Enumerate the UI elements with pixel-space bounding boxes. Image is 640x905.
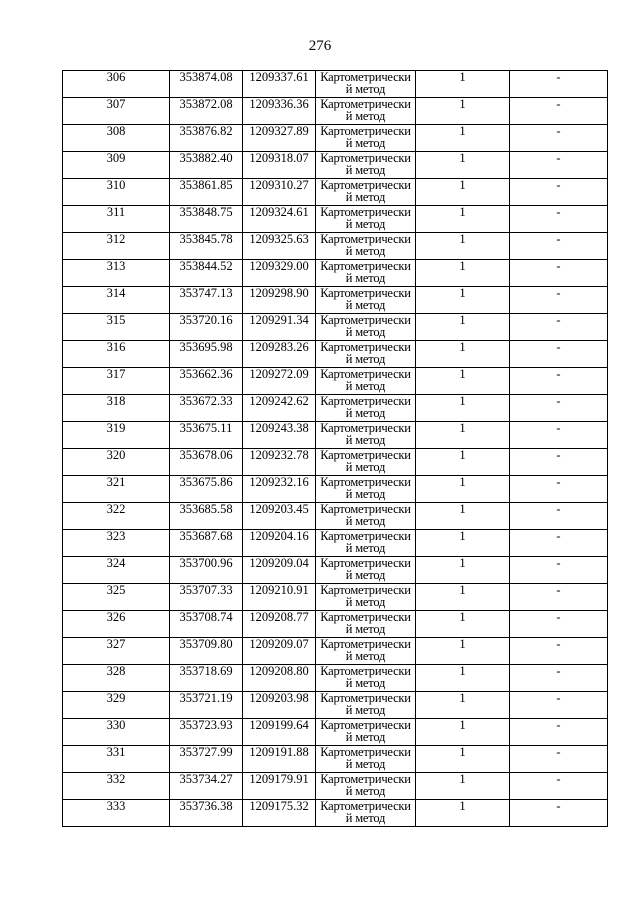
y-coordinate-cell: 1209203.98 [243, 692, 316, 719]
method-cell [316, 557, 416, 584]
method-text-line1: Картометрически [320, 70, 411, 84]
y-coordinate-cell: 1209324.61 [243, 206, 316, 233]
method-cell [316, 638, 416, 665]
table-row [63, 179, 608, 206]
x-coordinate-cell: 353727.99 [170, 746, 243, 773]
table-row [63, 368, 608, 395]
point-number-cell: 321 [63, 476, 170, 503]
note-cell: - [510, 449, 608, 476]
method-cell [316, 503, 416, 530]
note-cell: - [510, 584, 608, 611]
y-coordinate-cell: 1209337.61 [243, 71, 316, 98]
table-row [63, 98, 608, 125]
precision-cell: 1 [416, 152, 510, 179]
method-text-line2: й метод [345, 163, 386, 177]
precision-cell: 1 [416, 260, 510, 287]
table-row [63, 530, 608, 557]
method-cell [316, 476, 416, 503]
method-cell [316, 449, 416, 476]
table-row [63, 773, 608, 800]
y-coordinate-cell: 1209272.09 [243, 368, 316, 395]
method-text-line2: й метод [345, 244, 386, 258]
method-text-line2: й метод [345, 406, 386, 420]
method-cell [316, 287, 416, 314]
precision-cell: 1 [416, 368, 510, 395]
y-coordinate-cell: 1209232.16 [243, 476, 316, 503]
y-coordinate-cell: 1209243.38 [243, 422, 316, 449]
method-text-line2: й метод [345, 622, 386, 636]
y-coordinate-cell: 1209209.07 [243, 638, 316, 665]
method-text-line2: й метод [345, 325, 386, 339]
method-text-line2: й метод [345, 460, 386, 474]
precision-cell: 1 [416, 98, 510, 125]
precision-cell: 1 [416, 773, 510, 800]
y-coordinate-cell: 1209298.90 [243, 287, 316, 314]
point-number-cell: 329 [63, 692, 170, 719]
y-coordinate-cell: 1209210.91 [243, 584, 316, 611]
method-text-line2: й метод [345, 190, 386, 204]
x-coordinate-cell: 353874.08 [170, 71, 243, 98]
note-cell: - [510, 287, 608, 314]
x-coordinate-cell: 353876.82 [170, 125, 243, 152]
y-coordinate-cell: 1209208.77 [243, 611, 316, 638]
method-cell [316, 179, 416, 206]
point-number-cell: 324 [63, 557, 170, 584]
method-text-line1: Картометрически [320, 340, 411, 354]
method-text-line2: й метод [345, 136, 386, 150]
method-text-line2: й метод [345, 541, 386, 555]
method-text-line1: Картометрически [320, 718, 411, 732]
method-cell [316, 692, 416, 719]
y-coordinate-cell: 1209191.88 [243, 746, 316, 773]
method-text-line1: Картометрически [320, 97, 411, 111]
x-coordinate-cell: 353672.33 [170, 395, 243, 422]
method-text-line1: Картометрически [320, 610, 411, 624]
method-text-line1: Картометрически [320, 475, 411, 489]
table-row [63, 476, 608, 503]
note-cell: - [510, 152, 608, 179]
x-coordinate-cell: 353685.58 [170, 503, 243, 530]
table-row [63, 233, 608, 260]
precision-cell: 1 [416, 206, 510, 233]
y-coordinate-cell: 1209179.91 [243, 773, 316, 800]
method-text-line1: Картометрически [320, 259, 411, 273]
method-cell [316, 233, 416, 260]
precision-cell: 1 [416, 800, 510, 827]
method-text-line1: Картометрически [320, 124, 411, 138]
method-text-line2: й метод [345, 379, 386, 393]
precision-cell: 1 [416, 611, 510, 638]
method-text-line1: Картометрически [320, 637, 411, 651]
method-text-line2: й метод [345, 595, 386, 609]
precision-cell: 1 [416, 503, 510, 530]
table-row [63, 152, 608, 179]
y-coordinate-cell: 1209329.00 [243, 260, 316, 287]
precision-cell: 1 [416, 530, 510, 557]
method-cell [316, 530, 416, 557]
precision-cell: 1 [416, 395, 510, 422]
x-coordinate-cell: 353675.11 [170, 422, 243, 449]
point-number-cell: 319 [63, 422, 170, 449]
y-coordinate-cell: 1209203.45 [243, 503, 316, 530]
table-row [63, 260, 608, 287]
note-cell: - [510, 341, 608, 368]
x-coordinate-cell: 353861.85 [170, 179, 243, 206]
point-number-cell: 330 [63, 719, 170, 746]
note-cell: - [510, 746, 608, 773]
table-row [63, 449, 608, 476]
note-cell: - [510, 395, 608, 422]
note-cell: - [510, 125, 608, 152]
method-cell [316, 314, 416, 341]
method-text-line1: Картометрически [320, 556, 411, 570]
point-number-cell: 333 [63, 800, 170, 827]
method-cell [316, 368, 416, 395]
x-coordinate-cell: 353709.80 [170, 638, 243, 665]
note-cell: - [510, 530, 608, 557]
note-cell: - [510, 638, 608, 665]
method-cell [316, 611, 416, 638]
point-number-cell: 307 [63, 98, 170, 125]
point-number-cell: 315 [63, 314, 170, 341]
table-row [63, 584, 608, 611]
method-cell [316, 125, 416, 152]
method-text-line2: й метод [345, 352, 386, 366]
x-coordinate-cell: 353718.69 [170, 665, 243, 692]
precision-cell: 1 [416, 287, 510, 314]
note-cell: - [510, 503, 608, 530]
method-text-line2: й метод [345, 676, 386, 690]
x-coordinate-cell: 353675.86 [170, 476, 243, 503]
method-text-line1: Картометрически [320, 745, 411, 759]
precision-cell: 1 [416, 179, 510, 206]
y-coordinate-cell: 1209283.26 [243, 341, 316, 368]
note-cell: - [510, 665, 608, 692]
point-number-cell: 328 [63, 665, 170, 692]
method-text-line2: й метод [345, 82, 386, 96]
x-coordinate-cell: 353848.75 [170, 206, 243, 233]
method-text-line2: й метод [345, 784, 386, 798]
method-text-line2: й метод [345, 514, 386, 528]
point-number-cell: 306 [63, 71, 170, 98]
precision-cell: 1 [416, 692, 510, 719]
x-coordinate-cell: 353736.38 [170, 800, 243, 827]
point-number-cell: 314 [63, 287, 170, 314]
point-number-cell: 331 [63, 746, 170, 773]
note-cell: - [510, 773, 608, 800]
method-text-line2: й метод [345, 271, 386, 285]
point-number-cell: 327 [63, 638, 170, 665]
method-text-line1: Картометрически [320, 772, 411, 786]
method-text-line1: Картометрически [320, 664, 411, 678]
y-coordinate-cell: 1209327.89 [243, 125, 316, 152]
table-row [63, 395, 608, 422]
y-coordinate-cell: 1209325.63 [243, 233, 316, 260]
method-text-line1: Картометрически [320, 151, 411, 165]
table-row [63, 503, 608, 530]
method-text-line2: й метод [345, 568, 386, 582]
x-coordinate-cell: 353747.13 [170, 287, 243, 314]
table-row [63, 638, 608, 665]
method-text-line1: Картометрически [320, 691, 411, 705]
note-cell: - [510, 611, 608, 638]
precision-cell: 1 [416, 314, 510, 341]
note-cell: - [510, 800, 608, 827]
y-coordinate-cell: 1209242.62 [243, 395, 316, 422]
method-text-line2: й метод [345, 109, 386, 123]
method-text-line2: й метод [345, 487, 386, 501]
point-number-cell: 332 [63, 773, 170, 800]
method-cell [316, 395, 416, 422]
point-number-cell: 320 [63, 449, 170, 476]
method-text-line1: Картометрически [320, 286, 411, 300]
method-text-line2: й метод [345, 730, 386, 744]
y-coordinate-cell: 1209199.64 [243, 719, 316, 746]
table-row [63, 719, 608, 746]
method-text-line1: Картометрически [320, 799, 411, 813]
note-cell: - [510, 206, 608, 233]
method-cell [316, 584, 416, 611]
note-cell: - [510, 71, 608, 98]
method-text-line2: й метод [345, 757, 386, 771]
point-number-cell: 323 [63, 530, 170, 557]
note-cell: - [510, 719, 608, 746]
table-row [63, 800, 608, 827]
table-row [63, 665, 608, 692]
x-coordinate-cell: 353721.19 [170, 692, 243, 719]
y-coordinate-cell: 1209209.04 [243, 557, 316, 584]
x-coordinate-cell: 353882.40 [170, 152, 243, 179]
note-cell: - [510, 368, 608, 395]
precision-cell: 1 [416, 638, 510, 665]
method-text-line1: Картометрически [320, 583, 411, 597]
method-text-line2: й метод [345, 298, 386, 312]
note-cell: - [510, 476, 608, 503]
point-number-cell: 312 [63, 233, 170, 260]
precision-cell: 1 [416, 746, 510, 773]
table-row [63, 206, 608, 233]
precision-cell: 1 [416, 557, 510, 584]
point-number-cell: 313 [63, 260, 170, 287]
point-number-cell: 311 [63, 206, 170, 233]
precision-cell: 1 [416, 341, 510, 368]
x-coordinate-cell: 353662.36 [170, 368, 243, 395]
precision-cell: 1 [416, 125, 510, 152]
method-cell [316, 665, 416, 692]
y-coordinate-cell: 1209310.27 [243, 179, 316, 206]
point-number-cell: 322 [63, 503, 170, 530]
method-cell [316, 206, 416, 233]
x-coordinate-cell: 353845.78 [170, 233, 243, 260]
method-text-line2: й метод [345, 811, 386, 825]
x-coordinate-cell: 353872.08 [170, 98, 243, 125]
y-coordinate-cell: 1209291.34 [243, 314, 316, 341]
method-text-line1: Картометрически [320, 178, 411, 192]
method-cell [316, 341, 416, 368]
note-cell: - [510, 179, 608, 206]
table-row [63, 314, 608, 341]
x-coordinate-cell: 353720.16 [170, 314, 243, 341]
method-text-line1: Картометрически [320, 421, 411, 435]
x-coordinate-cell: 353707.33 [170, 584, 243, 611]
precision-cell: 1 [416, 422, 510, 449]
table-row [63, 71, 608, 98]
method-text-line1: Картометрически [320, 529, 411, 543]
note-cell: - [510, 260, 608, 287]
table-row [63, 746, 608, 773]
table-row [63, 557, 608, 584]
x-coordinate-cell: 353687.68 [170, 530, 243, 557]
method-text-line2: й метод [345, 217, 386, 231]
method-cell [316, 260, 416, 287]
point-number-cell: 308 [63, 125, 170, 152]
method-cell [316, 98, 416, 125]
note-cell: - [510, 314, 608, 341]
note-cell: - [510, 557, 608, 584]
point-number-cell: 325 [63, 584, 170, 611]
method-text-line1: Картометрически [320, 232, 411, 246]
method-text-line2: й метод [345, 433, 386, 447]
precision-cell: 1 [416, 719, 510, 746]
table-body [63, 71, 608, 827]
method-cell [316, 746, 416, 773]
method-cell [316, 719, 416, 746]
method-text-line1: Картометрически [320, 313, 411, 327]
table-row [63, 341, 608, 368]
method-cell [316, 71, 416, 98]
precision-cell: 1 [416, 584, 510, 611]
method-text-line1: Картометрически [320, 448, 411, 462]
precision-cell: 1 [416, 233, 510, 260]
y-coordinate-cell: 1209204.16 [243, 530, 316, 557]
y-coordinate-cell: 1209232.78 [243, 449, 316, 476]
method-text-line1: Картометрически [320, 502, 411, 516]
point-number-cell: 326 [63, 611, 170, 638]
precision-cell: 1 [416, 71, 510, 98]
method-cell [316, 422, 416, 449]
table-row [63, 287, 608, 314]
point-number-cell: 317 [63, 368, 170, 395]
method-cell [316, 152, 416, 179]
x-coordinate-cell: 353844.52 [170, 260, 243, 287]
table-row [63, 692, 608, 719]
y-coordinate-cell: 1209175.32 [243, 800, 316, 827]
point-number-cell: 316 [63, 341, 170, 368]
precision-cell: 1 [416, 476, 510, 503]
x-coordinate-cell: 353708.74 [170, 611, 243, 638]
precision-cell: 1 [416, 449, 510, 476]
y-coordinate-cell: 1209336.36 [243, 98, 316, 125]
note-cell: - [510, 692, 608, 719]
table-row [63, 611, 608, 638]
method-text-line2: й метод [345, 703, 386, 717]
page-number: 276 [308, 38, 332, 54]
x-coordinate-cell: 353700.96 [170, 557, 243, 584]
y-coordinate-cell: 1209208.80 [243, 665, 316, 692]
method-text-line2: й метод [345, 649, 386, 663]
method-cell [316, 800, 416, 827]
coordinates-table [62, 70, 608, 827]
point-number-cell: 318 [63, 395, 170, 422]
precision-cell: 1 [416, 665, 510, 692]
x-coordinate-cell: 353695.98 [170, 341, 243, 368]
table-row [63, 422, 608, 449]
point-number-cell: 310 [63, 179, 170, 206]
x-coordinate-cell: 353723.93 [170, 719, 243, 746]
x-coordinate-cell: 353734.27 [170, 773, 243, 800]
method-text-line1: Картометрически [320, 394, 411, 408]
note-cell: - [510, 422, 608, 449]
table-row [63, 125, 608, 152]
x-coordinate-cell: 353678.06 [170, 449, 243, 476]
method-text-line1: Картометрически [320, 205, 411, 219]
method-cell [316, 773, 416, 800]
note-cell: - [510, 98, 608, 125]
y-coordinate-cell: 1209318.07 [243, 152, 316, 179]
point-number-cell: 309 [63, 152, 170, 179]
note-cell: - [510, 233, 608, 260]
method-text-line1: Картометрически [320, 367, 411, 381]
